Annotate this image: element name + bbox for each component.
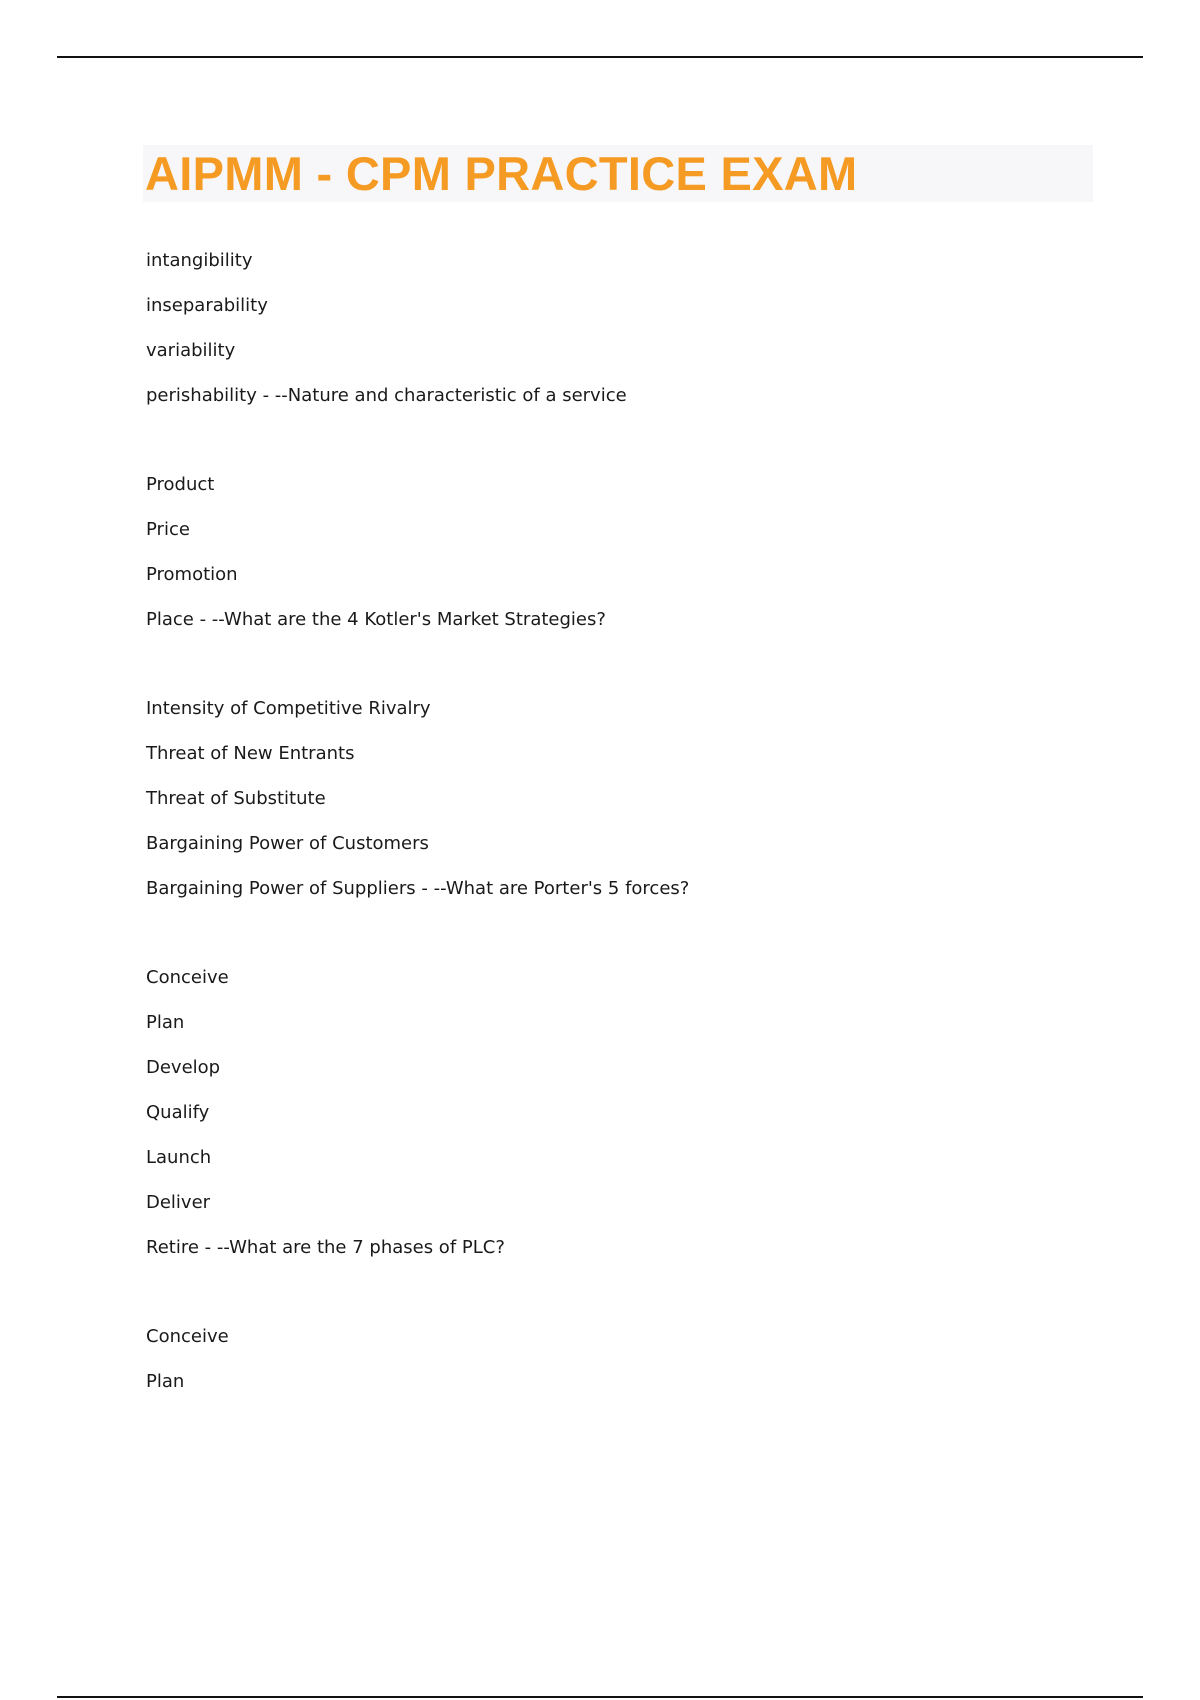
text-line: Deliver xyxy=(146,1192,211,1213)
text-line: Intensity of Competitive Rivalry xyxy=(146,698,431,719)
qa-block-kotler-strategies xyxy=(146,462,1106,642)
text-line: Threat of New Entrants xyxy=(146,743,355,764)
text-line: Plan xyxy=(146,1012,185,1033)
footer-rule xyxy=(57,1696,1143,1698)
qa-block-continued xyxy=(146,1314,1106,1404)
text-line: Bargaining Power of Customers xyxy=(146,833,429,854)
text-line: Price xyxy=(146,519,190,540)
text-line: Product xyxy=(146,474,215,495)
text-line: Develop xyxy=(146,1057,221,1078)
text-line: Promotion xyxy=(146,564,238,585)
text-line: Conceive xyxy=(146,967,229,988)
document-title: AIPMM - CPM PRACTICE EXAM xyxy=(145,147,858,200)
text-line: Plan xyxy=(146,1371,185,1392)
text-line: Threat of Substitute xyxy=(146,788,326,809)
text-line: Place - --What are the 4 Kotler's Market Strategies? xyxy=(146,609,606,630)
text-line: intangibility xyxy=(146,250,253,271)
text-line: Qualify xyxy=(146,1102,210,1123)
text-line: Launch xyxy=(146,1147,212,1168)
text-line: inseparability xyxy=(146,295,268,316)
header-rule xyxy=(57,56,1143,58)
document-body xyxy=(146,238,1106,1448)
text-line: Retire - --What are the 7 phases of PLC? xyxy=(146,1237,505,1258)
qa-block-porter-forces xyxy=(146,686,1106,911)
text-line: Bargaining Power of Suppliers - --What are Porter's 5 forces? xyxy=(146,878,690,899)
qa-block-plc-phases xyxy=(146,955,1106,1270)
text-line: variability xyxy=(146,340,236,361)
text-line: perishability - --Nature and characteristic of a service xyxy=(146,385,627,406)
qa-block-service-characteristics xyxy=(146,238,1106,418)
text-line: Conceive xyxy=(146,1326,229,1347)
